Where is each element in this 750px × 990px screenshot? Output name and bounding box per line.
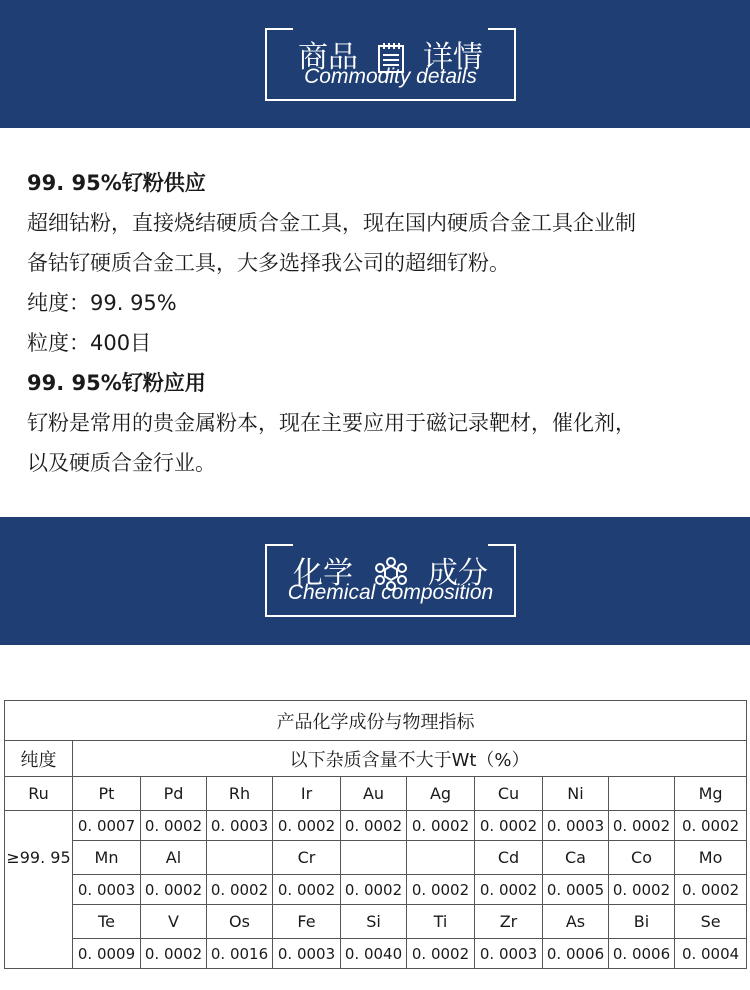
value-cell: 0. 0002 — [475, 875, 543, 905]
element-cell — [207, 841, 273, 875]
element-cell: Bi — [609, 905, 675, 939]
element-cell: Mn — [73, 841, 141, 875]
element-cell: As — [543, 905, 609, 939]
element-cell — [407, 841, 475, 875]
content-line: 纯度：99. 95% — [27, 291, 177, 315]
element-cell: Ir — [273, 777, 341, 811]
value-cell: 0. 0002 — [207, 875, 273, 905]
value-cell: 0. 0002 — [141, 875, 207, 905]
chemical-composition-banner — [0, 517, 750, 645]
element-cell: Cr — [273, 841, 341, 875]
element-row — [5, 777, 747, 811]
impurity-header: 以下杂质含量不大于Wt（%） — [73, 741, 747, 777]
content-line: 钌粉是常用的贵金属粉本，现在主要应用于磁记录靶材，催化剂， — [27, 411, 636, 435]
value-cell: 0. 0002 — [609, 811, 675, 841]
value-cell: 0. 0006 — [609, 939, 675, 969]
element-cell: Cd — [475, 841, 543, 875]
content-line: 粒度：400目 — [27, 331, 152, 355]
purity-cell — [5, 905, 73, 939]
element-cell — [341, 841, 407, 875]
element-cell: Ag — [407, 777, 475, 811]
element-cell — [609, 777, 675, 811]
banner-title-cn-left: 化学 — [292, 555, 353, 591]
banner-title-cn-left: 商品 — [297, 39, 358, 75]
value-row — [5, 811, 747, 841]
banner-title-en: Chemical composition — [287, 581, 494, 604]
value-cell: 0. 0002 — [407, 811, 475, 841]
element-cell: Os — [207, 905, 273, 939]
element-cell: Au — [341, 777, 407, 811]
banner-frame — [265, 28, 516, 101]
value-cell: 0. 0040 — [341, 939, 407, 969]
element-cell: Si — [341, 905, 407, 939]
value-cell: 0. 0002 — [407, 939, 475, 969]
element-cell: Al — [141, 841, 207, 875]
value-cell: 0. 0007 — [73, 811, 141, 841]
value-cell: 0. 0002 — [675, 811, 747, 841]
value-cell: 0. 0002 — [475, 811, 543, 841]
purity-cell — [5, 939, 73, 969]
content-line: 99. 95%钌粉应用 — [27, 371, 206, 395]
value-cell: 0. 0002 — [141, 811, 207, 841]
element-cell: Rh — [207, 777, 273, 811]
element-cell: Se — [675, 905, 747, 939]
element-cell: Pd — [141, 777, 207, 811]
value-cell: 0. 0003 — [475, 939, 543, 969]
banner-frame — [265, 544, 516, 617]
value-cell: 0. 0002 — [407, 875, 475, 905]
content-line: 以及硬质合金行业。 — [27, 451, 216, 475]
composition-table — [4, 700, 747, 969]
product-description — [27, 163, 727, 483]
commodity-details-banner — [0, 0, 750, 128]
element-cell: Co — [609, 841, 675, 875]
element-cell: Te — [73, 905, 141, 939]
element-cell: Fe — [273, 905, 341, 939]
value-cell: 0. 0003 — [207, 811, 273, 841]
value-cell: 0. 0002 — [675, 875, 747, 905]
purity-header: 纯度 — [5, 741, 73, 777]
value-cell: 0. 0005 — [543, 875, 609, 905]
element-cell: Mo — [675, 841, 747, 875]
banner-title-en: Commodity details — [304, 65, 477, 88]
element-cell: Cu — [475, 777, 543, 811]
value-cell: 0. 0009 — [73, 939, 141, 969]
value-cell: 0. 0003 — [73, 875, 141, 905]
banner-title-cn-right: 详情 — [423, 39, 484, 75]
element-cell: Pt — [73, 777, 141, 811]
value-cell: 0. 0003 — [543, 811, 609, 841]
content-line: 备钴钌硬质合金工具，大多选择我公司的超细钌粉。 — [27, 251, 510, 275]
purity-cell — [5, 875, 73, 905]
value-cell: 0. 0002 — [141, 939, 207, 969]
element-row — [5, 841, 747, 875]
element-cell: Zr — [475, 905, 543, 939]
main-value-cell: ≥99. 95 — [5, 841, 73, 875]
purity-cell — [5, 811, 73, 841]
value-cell: 0. 0002 — [341, 811, 407, 841]
content-line: 超细钴粉，直接烧结硬质合金工具，现在国内硬质合金工具企业制 — [27, 211, 636, 235]
element-cell: Mg — [675, 777, 747, 811]
element-cell: Ni — [543, 777, 609, 811]
value-row — [5, 939, 747, 969]
value-cell: 0. 0006 — [543, 939, 609, 969]
value-cell: 0. 0002 — [273, 875, 341, 905]
table-title: 产品化学成份与物理指标 — [5, 701, 747, 741]
value-cell: 0. 0002 — [341, 875, 407, 905]
element-row — [5, 905, 747, 939]
element-cell: Ti — [407, 905, 475, 939]
value-cell: 0. 0003 — [273, 939, 341, 969]
value-cell: 0. 0002 — [609, 875, 675, 905]
value-row — [5, 875, 747, 905]
banner-title-cn-right: 成分 — [428, 555, 489, 591]
element-cell: V — [141, 905, 207, 939]
content-line: 99. 95%钌粉供应 — [27, 171, 206, 195]
value-cell: 0. 0002 — [273, 811, 341, 841]
value-cell: 0. 0016 — [207, 939, 273, 969]
value-cell: 0. 0004 — [675, 939, 747, 969]
element-cell: Ca — [543, 841, 609, 875]
main-element-cell: Ru — [5, 777, 73, 811]
